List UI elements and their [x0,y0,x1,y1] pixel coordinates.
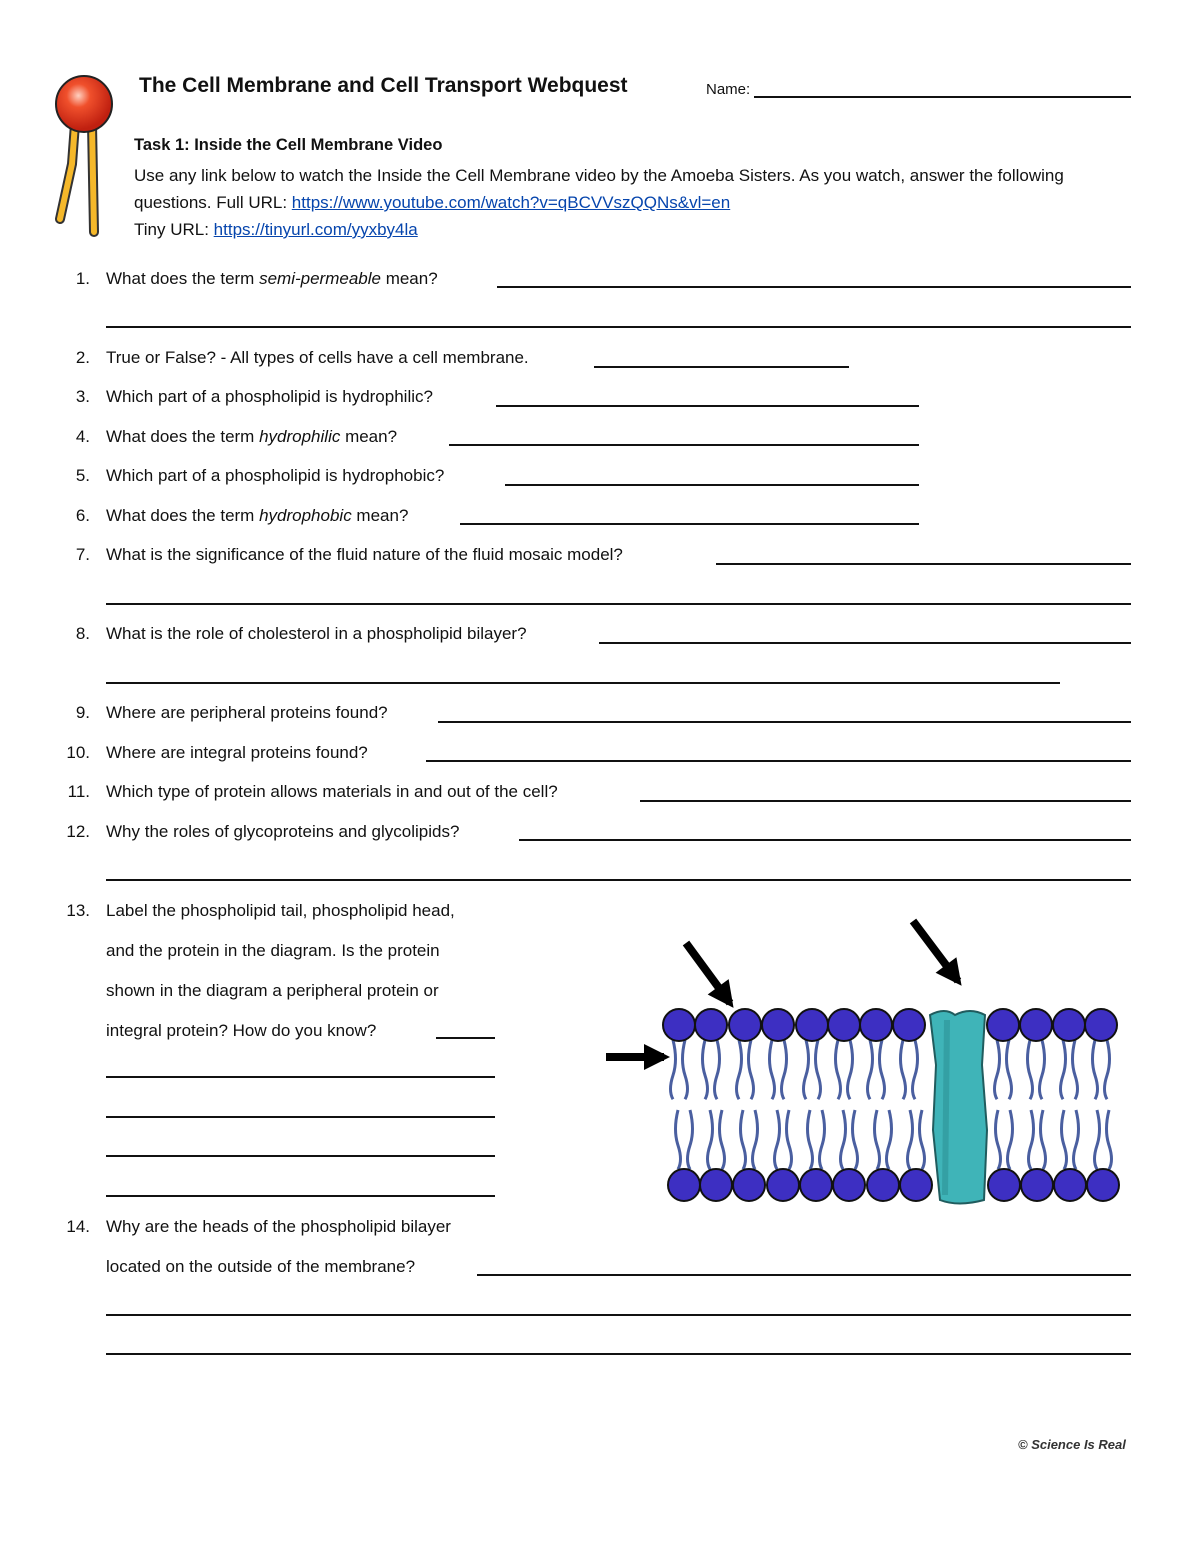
phospholipid-head [800,1169,832,1201]
question-number: 9. [75,703,90,722]
phospholipid-tail [1029,1110,1034,1169]
page-title: The Cell Membrane and Cell Transport Webquest [139,74,628,97]
phospholipid-head [1020,1009,1052,1041]
full-url-link[interactable]: https://www.youtube.com/watch?v=qBCVVszQQNs&vl=en [291,193,731,212]
phospholipid-tail [688,1110,693,1169]
question-5: Which part of a phospholipid is hydrophobic? [106,466,445,485]
phospholipid-tail [880,1040,885,1099]
copyright-footer: © Science Is Real [1018,1437,1126,1452]
phospholipid-tail [720,1110,725,1169]
phospholipid-tail [913,1040,918,1099]
question-number: 11. [67,782,90,801]
phospholipid-head [663,1009,695,1041]
phospholipid-tail [715,1040,720,1099]
phospholipid-tail [816,1040,821,1099]
phospholipid-head [700,1169,732,1201]
phospholipid-head [893,1009,925,1041]
answer-line[interactable] [497,286,1131,288]
question-number: 14. [66,1217,90,1236]
phospholipid-head [1085,1009,1117,1041]
question-14: Why are the heads of the phospholipid bilayer located on the outside of the membrane? [106,1217,451,1276]
phospholipid-tail [671,1040,676,1099]
question-number: 13. [66,901,90,920]
phospholipid-tail [908,1110,913,1169]
phospholipid-tail [848,1040,853,1099]
answer-line[interactable] [599,642,1131,644]
integral-protein [930,1011,987,1204]
phospholipid-tail [1041,1110,1046,1169]
question-10: Where are integral proteins found? [106,743,368,762]
phospholipid-tail [808,1110,813,1169]
phospholipid-tail [1107,1110,1112,1169]
phospholipid-tail [782,1040,787,1099]
phospholipid-head [867,1169,899,1201]
answer-line[interactable] [106,603,1131,605]
phospholipid-tail [868,1040,873,1099]
phospholipid-icon [48,74,122,240]
answer-line[interactable] [716,563,1131,565]
phospholipid-tail [1093,1040,1098,1099]
answer-line[interactable] [519,839,1131,841]
arrow-head [644,1044,670,1070]
answer-line[interactable] [640,800,1131,802]
phospholipid-head [1087,1169,1119,1201]
answer-line[interactable] [505,484,919,486]
phospholipid-tail [804,1040,809,1099]
answer-line[interactable] [106,326,1131,328]
phospholipid-tail [841,1110,846,1169]
question-number: 6. [75,506,90,525]
answer-line[interactable] [106,1076,495,1078]
phospholipid-head [860,1009,892,1041]
task-title: Task 1: Inside the Cell Membrane Video [134,136,443,154]
phospholipid-head [900,1169,932,1201]
answer-line[interactable] [436,1037,495,1039]
phospholipid-tail [920,1110,925,1169]
phospholipid-tail [1028,1040,1033,1099]
phospholipid-tail [1008,1110,1013,1169]
phospholipid-head [987,1009,1019,1041]
tiny-url-label: Tiny URL: [134,220,214,239]
phospholipid-head [668,1169,700,1201]
answer-line[interactable] [106,1195,495,1197]
question-3: Which part of a phospholipid is hydrophilic? [106,387,433,406]
answer-line[interactable] [594,366,849,368]
phospholipid-tail [887,1110,892,1169]
answer-line[interactable] [106,682,1060,684]
phospholipid-tail [875,1110,880,1169]
question-1: What does the term semi-permeable mean? [106,269,438,288]
task-intro: Use any link below to watch the Inside the Cell Membrane video by the Amoeba Sisters. As you watch, answer the following questions. Full URL: [134,166,1064,212]
phospholipid-head [1054,1169,1086,1201]
phospholipid-tail [775,1110,780,1169]
tiny-url-link[interactable]: https://tinyurl.com/yyxby4la [213,220,418,239]
answer-line[interactable] [106,1314,1131,1316]
question-number: 12. [66,822,90,841]
phospholipid-head [729,1009,761,1041]
phospholipid-tail [749,1040,754,1099]
question-6: What does the term hydrophobic mean? [106,506,409,525]
answer-line[interactable] [460,523,919,525]
protein-shading [945,1020,947,1195]
name-label: Name: [706,81,751,98]
phospholipid-tail [820,1110,825,1169]
phospholipid-tail [1062,1110,1067,1169]
phospholipid-tail [1007,1040,1012,1099]
answer-line[interactable] [449,444,919,446]
question-2: True or False? - All types of cells have a cell membrane. [106,348,529,367]
answer-line[interactable] [438,721,1131,723]
question-4: What does the term hydrophilic mean? [106,427,398,446]
membrane-diagram [600,915,1130,1215]
question-13: Label the phospholipid tail, phospholipid head, and the protein in the diagram. Is the protein shown in the diagram a peripheral protein or integral protein? How do you know? [106,901,455,1040]
answer-line[interactable] [496,405,919,407]
question-11: Which type of protein allows materials in and out of the cell? [106,782,558,801]
phospholipid-tail [1095,1110,1100,1169]
question-number: 3. [75,387,90,406]
phospholipid-tail [683,1040,688,1099]
question-number: 7. [75,545,90,564]
phospholipid-head [828,1009,860,1041]
question-number: 5. [75,466,90,485]
phospholipid-tail [787,1110,792,1169]
phospholipid-tail [1105,1040,1110,1099]
phospholipid-tail [1061,1040,1066,1099]
phospholipid-head [796,1009,828,1041]
question-12: Why the roles of glycoproteins and glycolipids? [106,822,460,841]
name-field[interactable] [754,96,1131,98]
phospholipid-tail [853,1110,858,1169]
phospholipid-head [733,1169,765,1201]
phospholipid-tail [901,1040,906,1099]
phospholipid-tail [741,1110,746,1169]
answer-line[interactable] [106,879,1131,881]
phospholipid-tail [996,1110,1001,1169]
question-8: What is the role of cholesterol in a phospholipid bilayer? [106,624,527,643]
phospholipid-tail [708,1110,713,1169]
phospholipid-head [833,1169,865,1201]
phospholipid-head [1053,1009,1085,1041]
question-number: 1. [75,269,90,288]
phospholipid-tail [836,1040,841,1099]
phospholipid-tail [737,1040,742,1099]
phospholipid-tail [1074,1110,1079,1169]
phospholipid-head [762,1009,794,1041]
phospholipid-tail [1040,1040,1045,1099]
question-number: 8. [75,624,90,643]
question-7: What is the significance of the fluid nature of the fluid mosaic model? [106,545,623,564]
answer-line[interactable] [106,1116,495,1118]
phospholipid-tail [1073,1040,1078,1099]
phospholipid-tail [995,1040,1000,1099]
answer-line[interactable] [426,760,1131,762]
question-number: 4. [75,427,90,446]
question-number: 10. [66,743,90,762]
phospholipid-head [1021,1169,1053,1201]
phospholipid-head [767,1169,799,1201]
answer-line[interactable] [106,1155,495,1157]
question-9: Where are peripheral proteins found? [106,703,388,722]
phospholipid-tail [703,1040,708,1099]
phospholipid-head [695,1009,727,1041]
phospholipid-tail [676,1110,681,1169]
answer-line[interactable] [106,1353,1131,1355]
question-number: 2. [75,348,90,367]
task-instructions [134,162,1124,243]
answer-line[interactable] [477,1274,1131,1276]
phospholipid-tail [770,1040,775,1099]
phospholipid-head [988,1169,1020,1201]
phospholipid-tail [753,1110,758,1169]
